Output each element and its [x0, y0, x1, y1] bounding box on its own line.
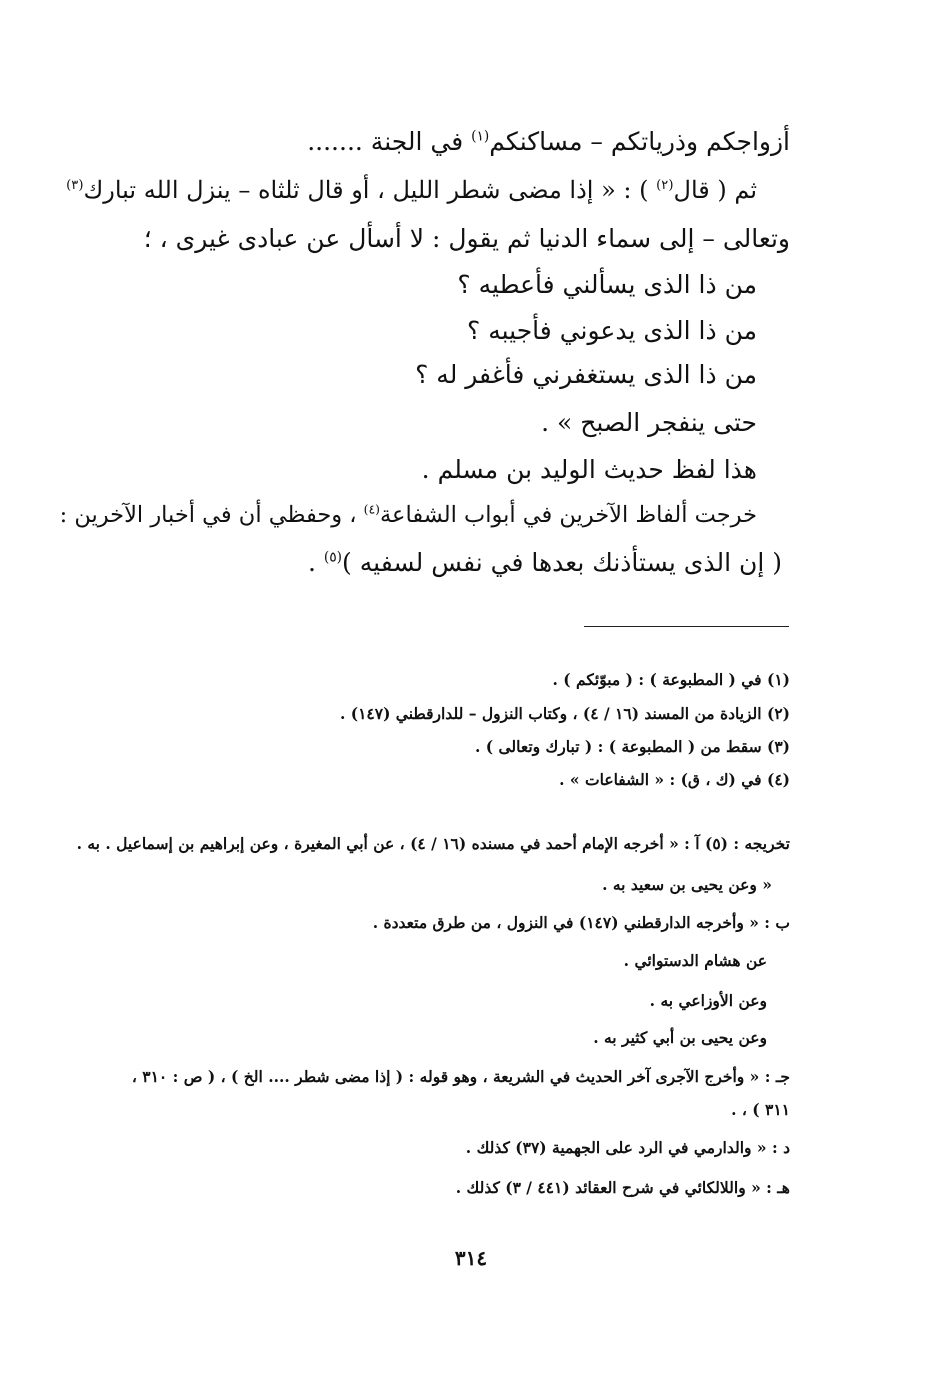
takhrij-line-1: تخريجه : (٥) آ : « أخرجه الإمام أحمد في مسنده (١٦ / ٤) ، عن أبي المغيرة ، وعن إبراهيم بن إسماعيل . به . — [76, 834, 790, 853]
footnote-marker: (٤) — [363, 502, 380, 517]
takhrij-line-8: ٣١١ ) ، . — [731, 1100, 790, 1119]
main-line-3: وتعالى – إلى سماء الدنيا ثم يقول : لا أسأل عن عبادى غيرى ، ؛ — [143, 224, 790, 253]
takhrij-line-10: هـ : « واللالكائي في شرح العقائد (٤٤١ / ٣) كذلك . — [455, 1178, 790, 1197]
main-line-6: من ذا الذى يستغفرني فأغفر له ؟ — [415, 360, 757, 389]
footnote-1: (١) في ( المطبوعة ) : ( مبوّئكم ) . — [552, 670, 790, 689]
takhrij-line-6: وعن يحيى بن أبي كثير به . — [593, 1028, 767, 1047]
footnote-4: (٤) في (ك ، ق) : « الشفاعات » . — [559, 770, 790, 789]
footnote-3: (٣) سقط من ( المطبوعة ) : ( تبارك وتعالى ) . — [474, 737, 790, 756]
main-line-4: من ذا الذى يسألني فأعطيه ؟ — [457, 270, 757, 299]
takhrij-line-2: « وعن يحيى بن سعيد به . — [602, 875, 772, 894]
page-number: ٣١٤ — [454, 1246, 488, 1270]
takhrij-line-5: وعن الأوزاعي به . — [649, 991, 767, 1010]
takhrij-line-4: عن هشام الدستوائي . — [623, 951, 767, 970]
takhrij-line-7: جـ : « وأخرج الآجرى آخر الحديث في الشريعة ، وهو قوله : ( إذا مضى شطر .... الخ ) ، ( ص : ٣١٠ ، — [131, 1067, 790, 1086]
footnote-marker: (٣) — [66, 178, 84, 193]
takhrij-line-9: د : « والدارمي في الرد على الجهمية (٣٧) كذلك . — [465, 1138, 790, 1157]
footnote-2: (٢) الزيادة من المسند (١٦ / ٤) ، وكتاب النزول – للدارقطني (١٤٧) . — [339, 704, 790, 723]
takhrij-line-3: ب : « وأخرجه الدارقطني (١٤٧) في النزول ، من طرق متعددة . — [372, 913, 790, 932]
main-line-10: ( إن الذى يستأذنك بعدها في نفس لسفيه )$^{(٥)}$ . — [308, 548, 782, 577]
main-line-5: من ذا الذى يدعوني فأجيبه ؟ — [467, 316, 757, 345]
main-line-1: أزواجكم وذرياتكم – مساكنكم$^{(١)}$ في الجنة ....... — [307, 127, 790, 156]
main-line-9: خرجت ألفاظ الآخرين في أبواب الشفاعة$^{(٤)}$ ، وحفظي أن في أخبار الآخرين : — [59, 502, 757, 528]
footnote-marker: (١) — [471, 128, 490, 145]
footnote-marker: (٢) — [656, 178, 674, 193]
main-line-8: هذا لفظ حديث الوليد بن مسلم . — [421, 455, 757, 484]
main-line-7: حتى ينفجر الصبح » . — [541, 408, 757, 437]
footnote-marker: (٥) — [323, 549, 343, 566]
footnote-separator — [584, 626, 789, 627]
main-line-2: ثم ( قال$^{(٢)}$ ) : « إذا مضى شطر الليل ، أو قال ثلثاه – ينزل الله تبارك$^{(٣)}$ — [66, 176, 757, 204]
